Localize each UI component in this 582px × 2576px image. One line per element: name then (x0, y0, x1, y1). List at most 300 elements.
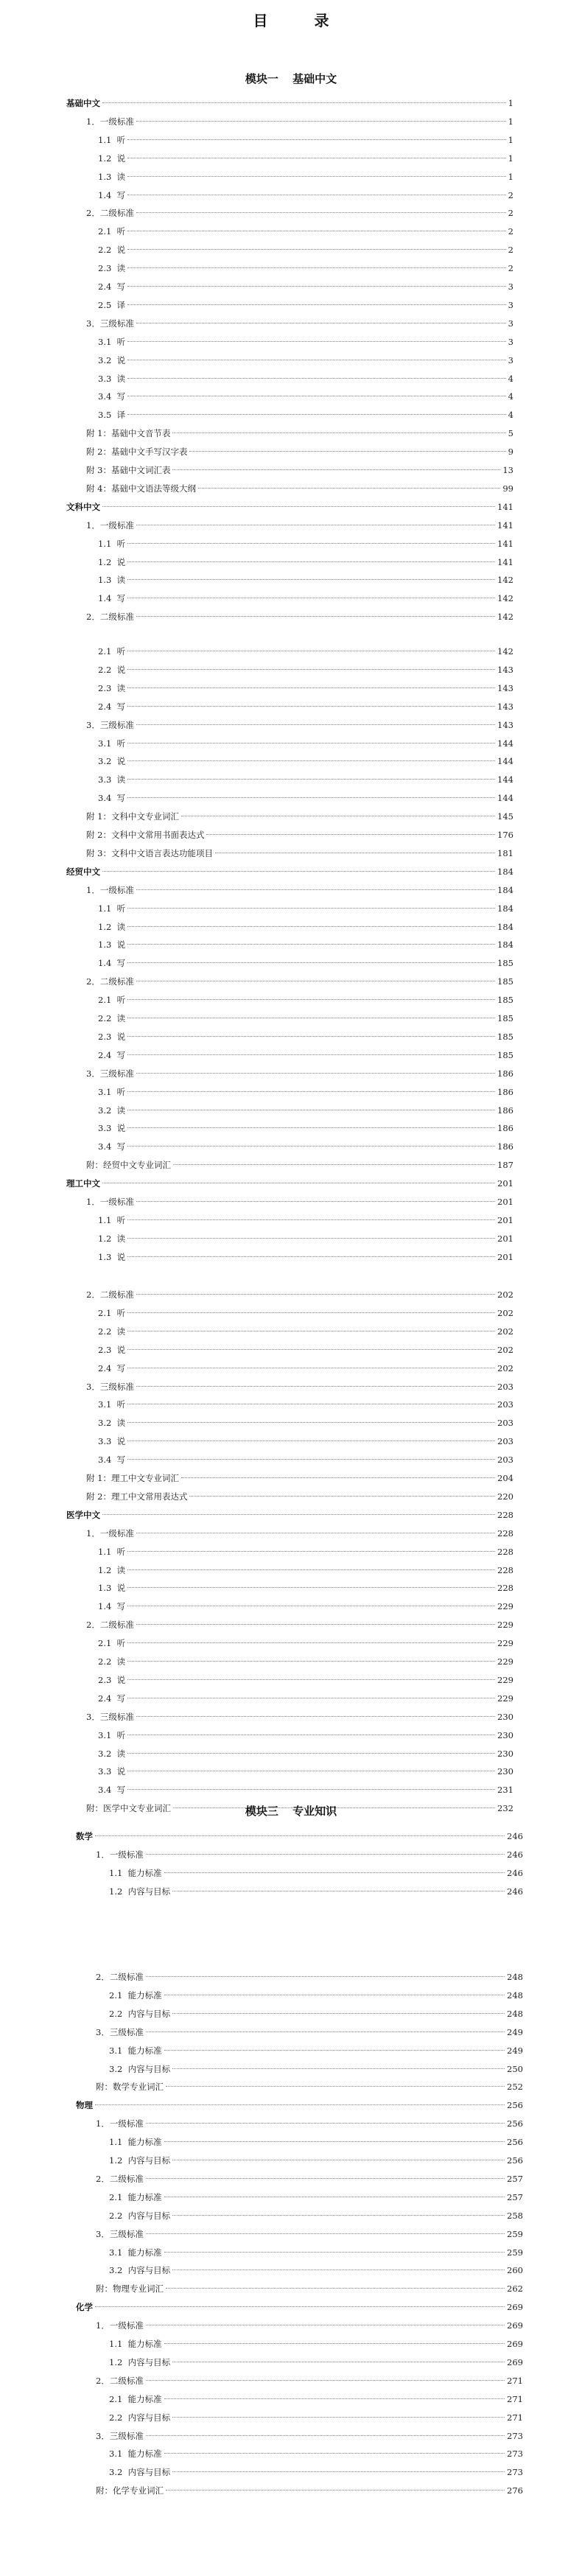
toc-entry-page: 229 (497, 1638, 513, 1649)
toc-entry-label: 3.1 听 (98, 1729, 126, 1740)
toc-entry-label: 3.1 能力标准 (109, 2247, 162, 2258)
toc-entry[interactable] (98, 168, 513, 186)
toc-entry[interactable] (86, 204, 513, 222)
toc-entry[interactable] (86, 461, 513, 479)
toc-entry[interactable] (98, 351, 513, 369)
dot-leader (127, 1569, 495, 1570)
toc-entry[interactable] (98, 1579, 513, 1597)
toc-entry-page: 1 (508, 98, 513, 108)
toc-entry[interactable] (98, 1634, 513, 1652)
toc-entry-page: 231 (497, 1785, 513, 1796)
toc-entry[interactable] (86, 808, 513, 825)
toc-entry[interactable] (98, 789, 513, 807)
toc-entry[interactable] (109, 2188, 523, 2206)
toc-entry-label: 3.4 写 (98, 1785, 126, 1796)
toc-entry-label: 化学 (76, 2302, 93, 2313)
toc-entry[interactable] (98, 535, 513, 553)
toc-entry[interactable] (98, 661, 513, 679)
toc-entry-page: 201 (497, 1197, 513, 1207)
toc-entry[interactable] (109, 2133, 523, 2151)
dot-leader (164, 2453, 505, 2454)
toc-entry[interactable] (98, 771, 513, 788)
dot-leader (136, 1716, 495, 1717)
toc-entry-page: 141 (497, 501, 513, 512)
toc-entry[interactable] (96, 2023, 523, 2041)
toc-entry[interactable] (86, 315, 513, 332)
toc-entry-page: 248 (507, 2008, 523, 2019)
toc-entry-page: 185 (497, 958, 513, 969)
toc-entry[interactable] (109, 1883, 523, 1900)
toc-entry-page: 248 (507, 1972, 523, 1982)
dot-leader (127, 779, 495, 780)
toc-entry-label: 附：化学专业词汇 (96, 2485, 164, 2496)
toc-entry-label: 理工中文 (66, 1178, 100, 1189)
toc-entry[interactable] (86, 608, 513, 626)
toc-entry[interactable] (98, 918, 513, 936)
toc-entry-label: 1.4 写 (98, 189, 126, 200)
dot-leader (127, 999, 495, 1000)
page-title: 目 录 (253, 12, 350, 29)
toc-entry-label: 1.2 读 (98, 1233, 126, 1244)
dot-leader (172, 2417, 505, 2418)
dot-leader (164, 2343, 505, 2344)
toc-entry[interactable] (98, 388, 513, 405)
toc-entry-label: 3．三级标准 (96, 2026, 144, 2037)
toc-entry[interactable] (98, 698, 513, 715)
toc-entry-label: 3.1 听 (98, 738, 126, 749)
toc-entry[interactable] (86, 1525, 513, 1542)
toc-entry[interactable] (109, 2152, 523, 2169)
dot-leader (127, 341, 506, 342)
toc-entry[interactable] (98, 954, 513, 972)
toc-entry[interactable] (86, 1156, 513, 1174)
toc-entry-page: 228 (497, 1546, 513, 1557)
toc-entry[interactable] (98, 1359, 513, 1377)
toc-entry-page: 176 (497, 830, 513, 840)
toc-entry-label: 1.1 听 (98, 134, 126, 145)
toc-entry-page: 3 (508, 299, 513, 310)
toc-entry-label: 2.1 听 (98, 646, 126, 657)
toc-entry[interactable] (98, 643, 513, 660)
toc-entry[interactable] (98, 1543, 513, 1561)
toc-entry[interactable] (98, 1745, 513, 1763)
toc-entry-page: 1 (508, 134, 513, 145)
toc-entry[interactable] (98, 131, 513, 149)
toc-entry[interactable] (98, 241, 513, 259)
toc-entry-page: 2 (508, 208, 513, 219)
toc-entry[interactable] (98, 1102, 513, 1119)
toc-entry[interactable] (109, 2207, 523, 2225)
toc-entry-page: 4 (508, 391, 513, 402)
toc-entry-label: 附 2：文科中文常用书面表达式 (86, 830, 205, 840)
dot-leader (127, 543, 495, 544)
toc-entry-page: 184 (497, 903, 513, 914)
toc-entry-page: 3 (508, 336, 513, 347)
dot-leader (146, 2123, 505, 2124)
dot-leader (146, 2031, 505, 2032)
toc-entry[interactable] (86, 424, 513, 442)
toc-entry-label: 基础中文 (66, 98, 100, 108)
toc-entry-label: 3．三级标准 (86, 1711, 134, 1722)
toc-entry-label: 2．二级标准 (86, 1289, 134, 1300)
toc-entry-page: 144 (497, 774, 513, 785)
toc-entry[interactable] (98, 1230, 513, 1247)
toc-entry[interactable] (98, 1248, 513, 1266)
dot-leader (127, 304, 506, 305)
toc-entry-page: 230 (497, 1748, 513, 1759)
toc-entry[interactable] (76, 1827, 523, 1845)
dot-leader (146, 2435, 505, 2436)
toc-entry-label: 1.1 能力标准 (109, 2339, 162, 2349)
toc-entry[interactable] (66, 1506, 513, 1524)
toc-entry-label: 1.4 写 (98, 958, 126, 969)
toc-entry[interactable] (98, 1119, 513, 1137)
toc-entry-label: 2.1 听 (98, 226, 126, 237)
toc-entry[interactable] (86, 973, 513, 990)
toc-entry-page: 230 (497, 1766, 513, 1777)
toc-entry[interactable] (96, 2427, 523, 2445)
toc-entry[interactable] (86, 113, 513, 130)
toc-entry-page: 143 (497, 701, 513, 712)
dot-leader (146, 2178, 505, 2179)
toc-entry-page: 99 (502, 483, 513, 494)
toc-entry[interactable] (109, 2042, 523, 2059)
toc-entry[interactable] (66, 94, 513, 112)
toc-entry-label: 2.1 听 (98, 1307, 126, 1318)
toc-entry-label: 3.1 听 (98, 336, 126, 347)
toc-entry-page: 228 (497, 1509, 513, 1520)
toc-entry-label: 3.5 译 (98, 410, 126, 421)
toc-entry-label: 附 4：基础中文语法等级大纲 (86, 483, 196, 494)
dot-leader (127, 1312, 495, 1313)
toc-entry-page: 186 (497, 1086, 513, 1097)
toc-entry-label: 2.2 说 (98, 664, 126, 675)
toc-entry-page: 202 (497, 1289, 513, 1300)
toc-entry[interactable] (109, 2353, 523, 2371)
toc-entry[interactable] (96, 2317, 523, 2334)
dot-leader (127, 687, 495, 688)
toc-entry-label: 物理 (76, 2100, 93, 2111)
toc-entry[interactable] (96, 2280, 523, 2297)
toc-entry-page: 269 (507, 2356, 523, 2367)
toc-entry-page: 228 (497, 1583, 513, 1594)
dot-leader (172, 2068, 505, 2069)
toc-entry-page: 246 (507, 1831, 523, 1841)
toc-entry[interactable] (98, 296, 513, 314)
toc-entry-label: 3.3 读 (98, 373, 126, 384)
toc-entry[interactable] (96, 1968, 523, 1986)
toc-entry[interactable] (98, 406, 513, 424)
toc-entry-page: 144 (497, 756, 513, 767)
toc-entry-page: 185 (497, 1049, 513, 1060)
dot-leader (127, 579, 495, 580)
toc-entry-page: 269 (507, 2302, 523, 2313)
toc-entry[interactable] (98, 752, 513, 770)
toc-entry-label: 3.4 写 (98, 1455, 126, 1466)
toc-entry[interactable] (98, 1046, 513, 1064)
toc-entry-page: 141 (497, 519, 513, 531)
toc-entry-page: 229 (497, 1693, 513, 1704)
toc-entry-page: 186 (497, 1123, 513, 1134)
toc-entry[interactable] (98, 1396, 513, 1413)
toc-entry-label: 1.2 读 (98, 921, 126, 932)
toc-entry-page: 249 (507, 2045, 523, 2056)
toc-entry-label: 2.4 写 (98, 1049, 126, 1060)
dot-leader (127, 1127, 495, 1128)
toc-entry[interactable] (98, 936, 513, 953)
toc-entry[interactable] (86, 1286, 513, 1303)
toc-entry-page: 232 (497, 1803, 513, 1814)
toc-entry[interactable] (98, 1690, 513, 1707)
toc-entry[interactable] (98, 1083, 513, 1101)
dot-leader (127, 926, 495, 927)
toc-entry[interactable] (98, 150, 513, 167)
toc-entry-page: 185 (497, 1031, 513, 1042)
toc-entry[interactable] (98, 1781, 513, 1799)
toc-entry-page: 3 (508, 281, 513, 292)
toc-entry-label: 2．二级标准 (96, 1972, 144, 1982)
toc-entry-label: 2．二级标准 (86, 612, 134, 623)
toc-entry-label: 1．一级标准 (96, 2118, 144, 2129)
toc-entry[interactable] (86, 716, 513, 734)
toc-entry[interactable] (76, 2096, 523, 2114)
toc-entry-page: 271 (507, 2375, 523, 2386)
toc-entry-label: 3．三级标准 (86, 318, 134, 329)
toc-entry-page: 3 (508, 318, 513, 329)
toc-entry-label: 1.3 说 (98, 1583, 126, 1594)
dot-leader (102, 506, 495, 507)
toc-entry[interactable] (86, 1488, 513, 1505)
toc-entry-page: 276 (507, 2485, 523, 2496)
toc-entry[interactable] (66, 498, 513, 516)
toc-entry-label: 2.2 读 (98, 1013, 126, 1023)
toc-entry[interactable] (98, 900, 513, 917)
dot-leader (127, 1551, 495, 1552)
toc-entry-page: 143 (497, 664, 513, 675)
toc-entry-page: 181 (497, 847, 513, 858)
dot-leader (127, 706, 495, 707)
toc-entry-label: 3．三级标准 (86, 719, 134, 730)
toc-entry-label: 3.2 说 (98, 354, 126, 365)
dot-leader (172, 2013, 505, 2014)
toc-entry-label: 3.3 说 (98, 1436, 126, 1447)
toc-entry[interactable] (98, 1726, 513, 1744)
toc-entry[interactable] (86, 844, 513, 862)
toc-entry-page: 252 (507, 2082, 523, 2093)
toc-entry[interactable] (98, 186, 513, 204)
dot-leader (181, 1477, 495, 1478)
toc-entry[interactable] (86, 826, 513, 844)
toc-entry[interactable] (98, 735, 513, 752)
toc-entry-label: 1.3 说 (98, 1251, 126, 1262)
toc-entry-label: 1.4 写 (98, 593, 126, 604)
toc-entry[interactable] (98, 589, 513, 607)
dot-leader (127, 561, 495, 562)
toc-entry-page: 256 (507, 2118, 523, 2129)
toc-entry[interactable] (86, 1065, 513, 1082)
toc-entry[interactable] (109, 2390, 523, 2408)
toc-entry[interactable] (98, 333, 513, 351)
toc-entry-label: 2.4 写 (98, 701, 126, 712)
toc-entry-page: 142 (497, 575, 513, 586)
toc-entry-page: 271 (507, 2412, 523, 2423)
toc-entry[interactable] (86, 1616, 513, 1634)
toc-entry[interactable] (86, 1469, 513, 1487)
toc-entry-label: 2.2 读 (98, 1326, 126, 1337)
toc-entry[interactable] (98, 1763, 513, 1780)
toc-entry[interactable] (98, 1432, 513, 1450)
dot-leader (102, 102, 506, 103)
toc-entry[interactable] (98, 1323, 513, 1340)
toc-entry[interactable] (98, 1597, 513, 1615)
dot-leader (189, 451, 505, 452)
toc-entry-label: 1．一级标准 (96, 2320, 144, 2331)
toc-entry-label: 1．一级标准 (86, 884, 134, 895)
toc-entry-label: 1.2 内容与目标 (109, 1886, 171, 1897)
toc-entry[interactable] (109, 2409, 523, 2426)
toc-entry[interactable] (98, 1414, 513, 1432)
toc-entry-page: 228 (497, 1527, 513, 1539)
toc-entry[interactable] (96, 2115, 523, 2132)
toc-entry[interactable] (98, 553, 513, 571)
toc-entry-label: 2.3 说 (98, 1031, 126, 1042)
toc-entry[interactable] (98, 370, 513, 388)
toc-entry-page: 230 (497, 1711, 513, 1722)
toc-entry[interactable] (109, 2261, 523, 2279)
toc-entry[interactable] (96, 2170, 523, 2188)
toc-entry[interactable] (98, 278, 513, 295)
toc-entry[interactable] (98, 259, 513, 277)
dot-leader (189, 1496, 495, 1497)
toc-entry-page: 144 (497, 793, 513, 804)
toc-entry[interactable] (96, 2372, 523, 2390)
toc-entry-label: 3．三级标准 (86, 1068, 134, 1079)
dot-leader (127, 1753, 495, 1754)
toc-entry-label: 2.1 听 (98, 1638, 126, 1649)
toc-entry[interactable] (96, 1846, 523, 1863)
toc-entry[interactable] (86, 881, 513, 899)
toc-entry[interactable] (96, 2225, 523, 2243)
toc-entry-page: 202 (497, 1344, 513, 1355)
toc-entry[interactable] (98, 679, 513, 697)
toc-entry[interactable] (86, 1708, 513, 1726)
toc-entry-label: 3.2 内容与目标 (109, 2467, 171, 2478)
toc-entry-label: 2.3 读 (98, 682, 126, 693)
dot-leader (127, 1036, 495, 1037)
dot-leader (172, 2269, 505, 2270)
toc-entry[interactable] (98, 991, 513, 1009)
toc-entry-page: 142 (497, 646, 513, 657)
toc-entry[interactable] (86, 1378, 513, 1396)
toc-entry-page: 220 (497, 1491, 513, 1502)
toc-entry-page: 273 (507, 2449, 523, 2460)
toc-entry-page: 262 (507, 2283, 523, 2295)
toc-entry[interactable] (98, 1211, 513, 1229)
toc-entry-label: 3.2 读 (98, 1418, 126, 1429)
dot-leader (127, 1054, 495, 1055)
toc-entry-label: 3．三级标准 (86, 1381, 134, 1392)
toc-entry[interactable] (96, 2482, 523, 2499)
toc-entry[interactable] (86, 517, 513, 534)
toc-entry[interactable] (98, 1671, 513, 1689)
toc-entry[interactable] (86, 480, 513, 497)
toc-entry-page: 256 (507, 2137, 523, 2148)
toc-entry[interactable] (98, 571, 513, 589)
toc-entry[interactable] (98, 1341, 513, 1359)
toc-entry[interactable] (76, 2298, 523, 2316)
toc-entry[interactable] (109, 2005, 523, 2023)
dot-leader (127, 1219, 495, 1220)
toc-entry-label: 1.2 内容与目标 (109, 2155, 171, 2166)
toc-entry-page: 13 (502, 465, 513, 475)
toc-entry-page: 143 (497, 719, 513, 730)
toc-entry-page: 257 (507, 2191, 523, 2202)
toc-entry-label: 3.1 听 (98, 1399, 126, 1410)
toc-entry[interactable] (98, 1561, 513, 1579)
toc-entry[interactable] (109, 1987, 523, 2004)
toc-entry[interactable] (109, 2060, 523, 2078)
toc-entry-page: 229 (497, 1656, 513, 1667)
toc-entry-label: 1.4 写 (98, 1601, 126, 1612)
toc-entry-page: 202 (497, 1362, 513, 1373)
dot-leader (166, 2490, 505, 2491)
toc-entry-page: 1 (508, 153, 513, 164)
toc-entry-page: 184 (497, 866, 513, 877)
toc-entry-label: 附 1：理工中文专业词汇 (86, 1473, 179, 1483)
toc-entry[interactable] (109, 2244, 523, 2261)
dot-leader (127, 1587, 495, 1588)
toc-entry[interactable] (98, 223, 513, 240)
toc-entry-page: 271 (507, 2393, 523, 2404)
toc-entry-label: 3.2 说 (98, 756, 126, 767)
toc-entry[interactable] (96, 2078, 523, 2096)
toc-entry-label: 1.1 听 (98, 1214, 126, 1225)
toc-entry[interactable] (109, 1864, 523, 1882)
toc-entry-label: 2．二级标准 (96, 2173, 144, 2184)
toc-entry[interactable] (86, 443, 513, 461)
dot-leader (164, 2252, 505, 2253)
toc-entry-label: 2.2 内容与目标 (109, 2008, 171, 2019)
toc-entry[interactable] (109, 2463, 523, 2481)
toc-entry[interactable] (98, 1653, 513, 1670)
toc-entry-label: 2.2 内容与目标 (109, 2210, 171, 2221)
toc-entry[interactable] (98, 1028, 513, 1046)
dot-leader (95, 2104, 505, 2105)
toc-entry-page: 248 (507, 1989, 523, 2001)
toc-entry-label: 2.3 读 (98, 263, 126, 274)
toc-entry-label: 2.1 能力标准 (109, 2393, 162, 2404)
toc-entry-page: 249 (507, 2026, 523, 2037)
toc-entry-label: 附 1：文科中文专业词汇 (86, 811, 179, 822)
toc-entry[interactable] (109, 2335, 523, 2353)
toc-entry[interactable] (98, 1138, 513, 1155)
toc-entry[interactable] (98, 1451, 513, 1469)
toc-entry[interactable] (98, 1009, 513, 1027)
toc-entry[interactable] (66, 863, 513, 881)
toc-entry-label: 3.2 读 (98, 1748, 126, 1759)
dot-leader (127, 1422, 495, 1423)
toc-entry-label: 1.1 听 (98, 903, 126, 914)
toc-entry[interactable] (66, 1175, 513, 1192)
toc-entry-label: 2.4 写 (98, 1362, 126, 1373)
toc-entry[interactable] (86, 1193, 513, 1211)
toc-entry[interactable] (98, 1304, 513, 1322)
toc-entry-page: 203 (497, 1418, 513, 1429)
toc-entry[interactable] (109, 2445, 523, 2463)
toc-entry-page: 185 (497, 995, 513, 1006)
module-title: 模块一 基础中文 (245, 72, 337, 85)
dot-leader (127, 760, 495, 761)
